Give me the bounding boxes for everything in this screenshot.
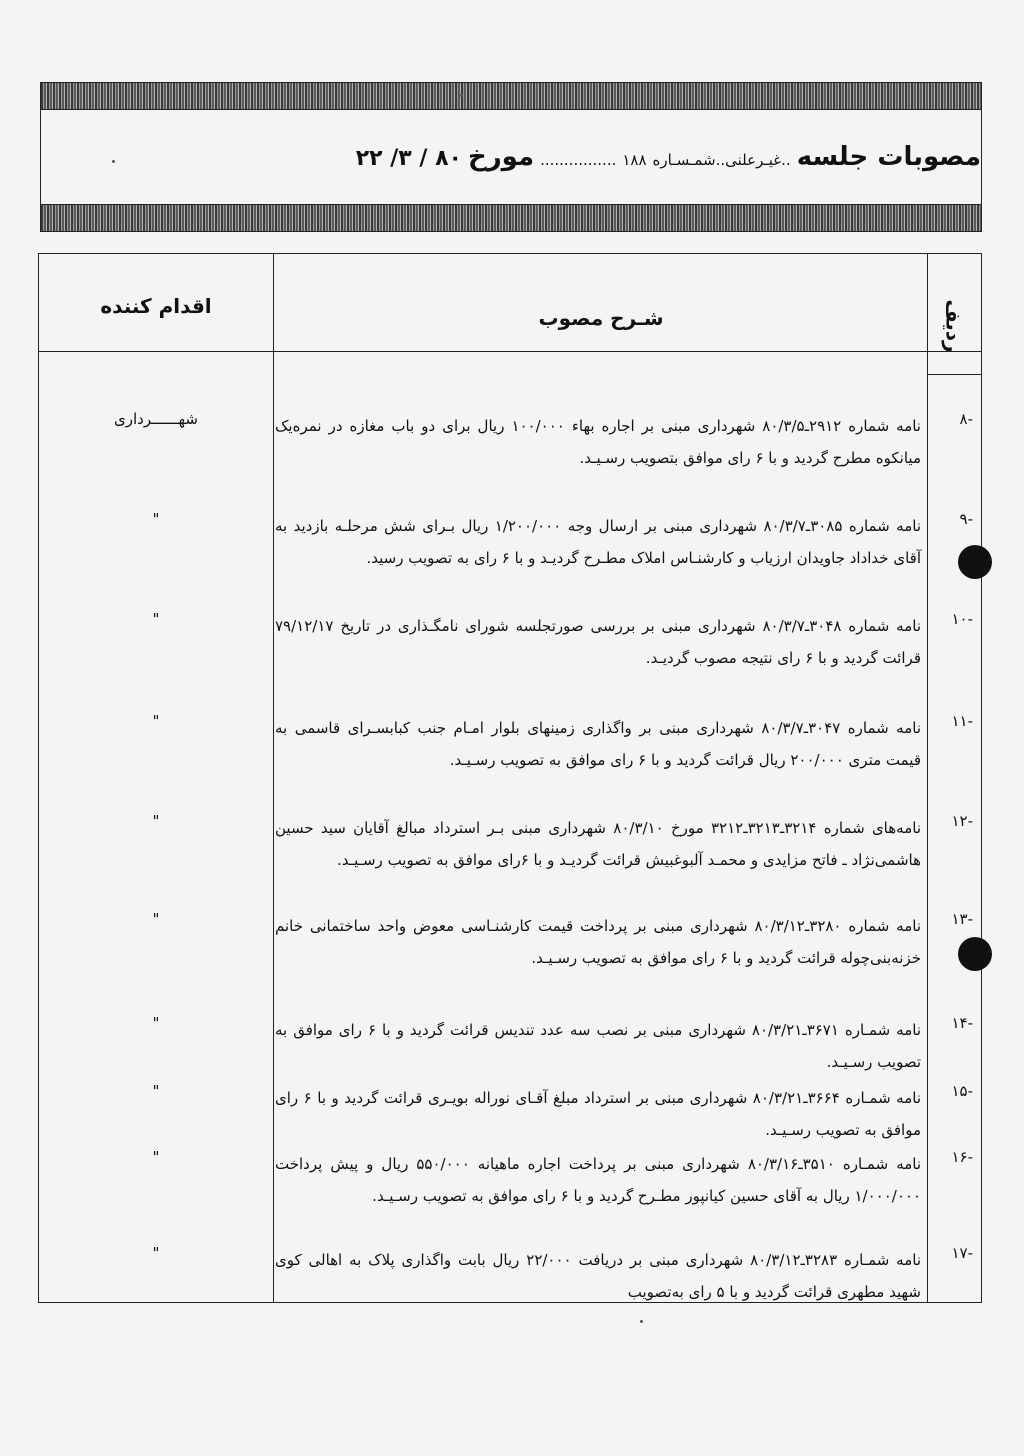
row-number: -۱۶ (951, 1148, 973, 1166)
row-action: شهــــــرداری (114, 410, 198, 428)
row-number: -۱۴ (951, 1014, 973, 1032)
scan-speck (112, 160, 115, 163)
header-action: اقدام کننده (100, 294, 212, 318)
header-divider (39, 351, 981, 352)
punch-hole (958, 937, 992, 971)
row-number: -۱۲ (951, 812, 973, 830)
title-band-bottom (40, 204, 982, 232)
row-number: -۱۵ (951, 1082, 973, 1100)
row-action: " (152, 1244, 160, 1262)
title-band-top (40, 82, 982, 110)
scan-speck (640, 1320, 643, 1323)
row-description: نامه شماره ۳۰۴۸ـ۸۰/۳/۷ شهرداری مبنی بر بررسی صورتجلسه شورای نامگـذاری در تاریخ ۷۹/۱۲/۱۷ قرائت گردید و با ۶ رای نتیجه مصوب گردیـد. (275, 617, 921, 667)
header-row-label: ردیف (941, 299, 966, 353)
row-number: -۱۰ (951, 610, 973, 628)
row-description: نامه شمـاره ۳۶۷۱ـ۸۰/۳/۲۱ شهرداری مبنی بر نصب سه عدد تندیس قرائت گردید و با ۶ رای موافق به تصویب رسـیـد. (275, 1021, 922, 1071)
date-value: ۸۰ / ۳/ ۲۲ (355, 146, 462, 171)
punch-hole (958, 545, 992, 579)
row-number: -۸ (959, 410, 973, 428)
row-number: -۱۱ (951, 712, 973, 730)
scan-speck (460, 94, 463, 97)
header-divider-row-col (927, 374, 981, 375)
resolutions-table (38, 253, 982, 1303)
header-description: شـرح مصوب (538, 306, 664, 330)
title-dots: ................ (540, 151, 617, 169)
row-action: " (152, 712, 160, 730)
row-action: " (152, 510, 160, 528)
row-description: نامه شمـاره ۳۵۱۰ـ۸۰/۳/۱۶ شهرداری مبنی بر پرداخت اجاره ماهیانه ۵۵۰/۰۰۰ ریال و پیش پرداخت ۱/۰۰۰/۰۰۰ ریال به آقای حسین کیانپور مطـرح گردید و با ۶ رای موافق به تصویب رسـیـد. (275, 1155, 922, 1205)
row-number: -۱۳ (951, 910, 973, 928)
column-divider-action (273, 254, 274, 1302)
row-action: " (152, 910, 160, 928)
row-description: نامه شماره ۳۲۸۰ـ۸۰/۳/۱۲ شهرداری مبنی بر پرداخت قیمت کارشنـاسی معوض واحد ساختمانی خانم خزنه‌بنی‌چوله قرائت گردید و با ۶ رای موافق به تصویب رسـیـد. (275, 917, 921, 967)
row-number: -۹ (959, 510, 973, 528)
row-description: نامه‌های شماره ۳۲۱۴ـ۳۲۱۳ـ۳۲۱۲ مورخ ۸۰/۳/۱۰ شهرداری مبنی بـر استرداد مبالغ آقایان سید حسین هاشمی‌نژاد ـ فاتح مزایدی و محمـد آلبوغبیش قرائت گردیـد و با ۶رای موافق به تصویب رسـیـد. (275, 819, 921, 869)
row-number: -۱۷ (951, 1244, 973, 1262)
row-action: " (152, 1082, 160, 1100)
header-row-number (927, 294, 981, 354)
session-number: ۱۸۸ (622, 151, 647, 169)
row-description: نامه شمـاره ۳۲۸۳ـ۸۰/۳/۱۲ شهرداری مبنی بر دریافت ۲۲/۰۰۰ ریال بابت واگذاری پلاک به اهالی کوی شهید مطهری قرائت گردید و با ۵ رای به‌تصویب (275, 1251, 922, 1301)
row-action: " (152, 1014, 160, 1032)
row-action: " (152, 610, 160, 628)
row-description: نامه شمـاره ۳۶۶۴ـ۸۰/۳/۲۱ شهرداری مبنی بر استرداد مبلغ آقـای نوراله بویـری قرائت گردید و با ۶ رای موافق به تصویب رسـیـد. (275, 1089, 921, 1139)
title-row (40, 108, 982, 204)
row-description: نامه شماره ۳۰۸۵ـ۸۰/۳/۷ شهرداری مبنی بر ارسال وجه ۱/۲۰۰/۰۰۰ ریال بـرای شش مرحلـه بازدید به آقای خداداد جاویدان ارزیاب و کارشنـاس املاک مطـرح گردیـد و با ۶ رای به تصویب رسید. (275, 517, 921, 567)
row-description: نامه شماره ۲۹۱۲ـ۸۰/۳/۵ شهرداری مبنی بر اجاره بهاء ۱۰۰/۰۰۰ ریال برای دو باب مغازه در نمره‌یک میانکوه مطرح گردید و با ۶ رای موافق بتصویب رسـیـد. (275, 417, 921, 467)
document-title (356, 142, 981, 172)
row-action: " (152, 1148, 160, 1166)
row-description: نامه شماره ۳۰۴۷ـ۸۰/۳/۷ شهرداری مبنی بر واگذاری زمینهای بلوار امـام جنب کبابسـرای قاسمی به قیمت متری ۲۰۰/۰۰۰ ریال قرائت گردید و با ۶ رای موافق به تصویب رسـیـد. (275, 719, 921, 769)
row-action: " (152, 812, 160, 830)
session-type: ..غیـرعلنی..شمـسـارە (652, 151, 791, 169)
date-label: مورخ (467, 142, 535, 172)
title-main: مصوبات جلسه (796, 142, 981, 172)
